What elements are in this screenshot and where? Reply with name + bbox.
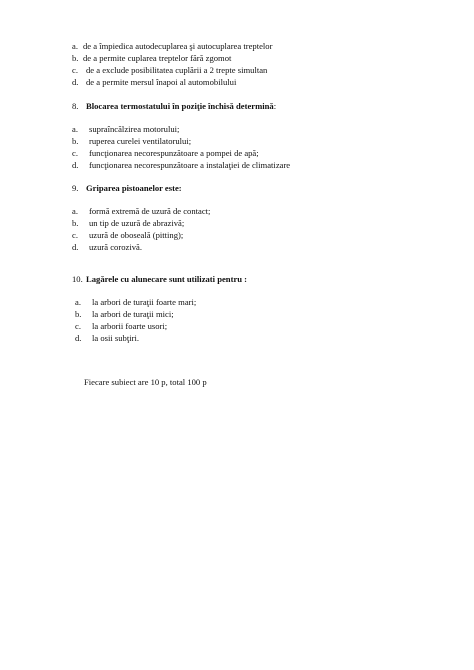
option-letter: b. — [72, 218, 79, 228]
option-9c — [72, 230, 183, 242]
option-letter: c. — [72, 65, 78, 75]
question-title: Griparea pistoanelor este: — [86, 183, 182, 193]
question-number: 9. — [72, 183, 79, 193]
question-title: Blocarea termostatului în poziţie închisă determină — [86, 101, 274, 111]
option-10a — [75, 297, 196, 309]
option-text: un tip de uzură de abrazivă; — [89, 218, 185, 228]
option-letter: c. — [75, 321, 81, 331]
option-text: funcţionarea necorespunzătoare a instalaţiei de climatizare — [89, 160, 291, 170]
option-text: uzură corozivă. — [89, 242, 142, 252]
option-9d — [72, 242, 142, 254]
question-8-heading — [72, 101, 276, 113]
option-text: la arbori de turaţii foarte mari; — [92, 297, 197, 307]
question-number: 8. — [72, 101, 79, 111]
option-7d — [72, 77, 236, 89]
option-9b — [72, 218, 184, 230]
option-10c — [75, 321, 167, 333]
option-text: funcţionarea necorespunzătoare a pompei de apă; — [89, 148, 259, 158]
option-letter: b. — [72, 136, 79, 146]
option-8a — [72, 124, 179, 136]
option-8d — [72, 160, 290, 172]
option-7a — [72, 41, 272, 53]
question-title-suffix: : — [273, 101, 277, 111]
option-letter: d. — [75, 333, 82, 343]
option-text: la arbori de turaţii mici; — [92, 309, 174, 319]
option-letter: a. — [72, 124, 78, 134]
option-text: la arborii foarte usori; — [92, 321, 168, 331]
option-text: ruperea curelei ventilatorului; — [89, 136, 192, 146]
option-text: uzură de oboseală (pitting); — [89, 230, 184, 240]
option-letter: d. — [72, 160, 79, 170]
option-letter: a. — [72, 206, 78, 216]
option-letter: a. — [75, 297, 81, 307]
option-8c — [72, 148, 259, 160]
option-text: de a permite cuplarea treptelor fără zgomot — [83, 53, 232, 63]
question-9-heading — [72, 183, 182, 195]
option-9a — [72, 206, 210, 218]
question-10-heading — [72, 274, 247, 286]
option-text: formă extremă de uzură de contact; — [89, 206, 211, 216]
question-title: Lagărele cu alunecare sunt utilizati pentru : — [86, 274, 248, 284]
option-10b — [75, 309, 174, 321]
option-7c — [72, 65, 267, 77]
option-text: supraîncălzirea motorului; — [89, 124, 180, 134]
option-10d — [75, 333, 139, 345]
option-7b — [72, 53, 231, 65]
option-text: la osii subţiri. — [92, 333, 140, 343]
question-number: 10. — [72, 274, 83, 284]
option-letter: d. — [72, 77, 79, 87]
option-8b — [72, 136, 191, 148]
option-text: de a permite mersul înapoi al automobilului — [86, 77, 237, 87]
option-letter: a. — [72, 41, 78, 51]
option-letter: b. — [72, 53, 79, 63]
option-text: de a exclude posibilitatea cuplării a 2 trepte simultan — [86, 65, 268, 75]
scoring-note: Fiecare subiect are 10 p, total 100 p — [84, 377, 207, 387]
option-letter: c. — [72, 148, 78, 158]
option-letter: c. — [72, 230, 78, 240]
option-letter: b. — [75, 309, 82, 319]
option-letter: d. — [72, 242, 79, 252]
option-text: de a împiedica autodecuplarea şi autocuplarea treptelor — [83, 41, 273, 51]
